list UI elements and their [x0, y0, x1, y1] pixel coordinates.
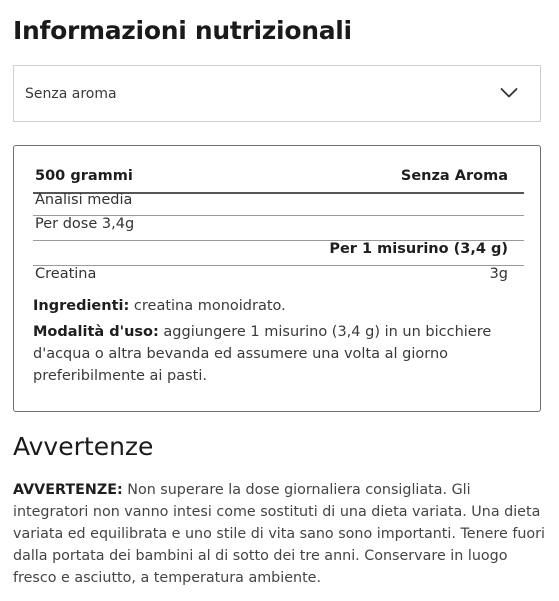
flavor-select-value: Senza aroma: [25, 86, 117, 102]
nutrient-value: 3g: [489, 266, 508, 282]
nutrition-info-panel: [13, 145, 541, 412]
ingredients-value: creatina monoidrato.: [129, 298, 286, 314]
warnings-text: [13, 479, 548, 589]
nutrition-heading: Informazioni nutrizionali: [13, 16, 352, 45]
serving-header: Per 1 misurino (3,4 g): [329, 241, 508, 257]
table-row: [33, 241, 524, 266]
warnings-value: Non superare la dose giornaliera consigliata. Gli integratori non vanno intesi come sostituti di una dieta variata. Una dieta variata ed equilibrata e uno stile di vita sano sono importanti. Tenere fuori dalla portata dei bambini al di sotto dei tre anni. Conservare in luogo fresco e asciutto, a temperatura ambiente.: [13, 482, 546, 586]
usage-label: Modalità d'uso:: [33, 324, 159, 340]
chevron-down-icon: [500, 87, 518, 99]
flavor-name: Senza Aroma: [400, 168, 508, 184]
warnings-heading: Avvertenze: [13, 432, 154, 461]
ingredients-text: [33, 295, 513, 317]
analysis-label: Analisi media: [35, 192, 133, 208]
dose-label: Per dose 3,4g: [35, 216, 135, 232]
usage-text: [33, 321, 513, 387]
table-row: [33, 216, 524, 241]
table-header-row: [33, 168, 524, 194]
nutrient-name: Creatina: [35, 266, 97, 282]
table-row: [33, 192, 524, 216]
package-size: 500 grammi: [35, 168, 133, 184]
warnings-label: AVVERTENZE:: [13, 482, 123, 498]
usage-value: aggiungere 1 misurino (3,4 g) in un bicchiere d'acqua o altra bevanda ed assumere una volta al giorno preferibilmente ai pasti.: [33, 324, 492, 384]
table-row: [33, 266, 524, 290]
flavor-select[interactable]: [13, 65, 541, 122]
ingredients-label: Ingredienti:: [33, 298, 130, 314]
